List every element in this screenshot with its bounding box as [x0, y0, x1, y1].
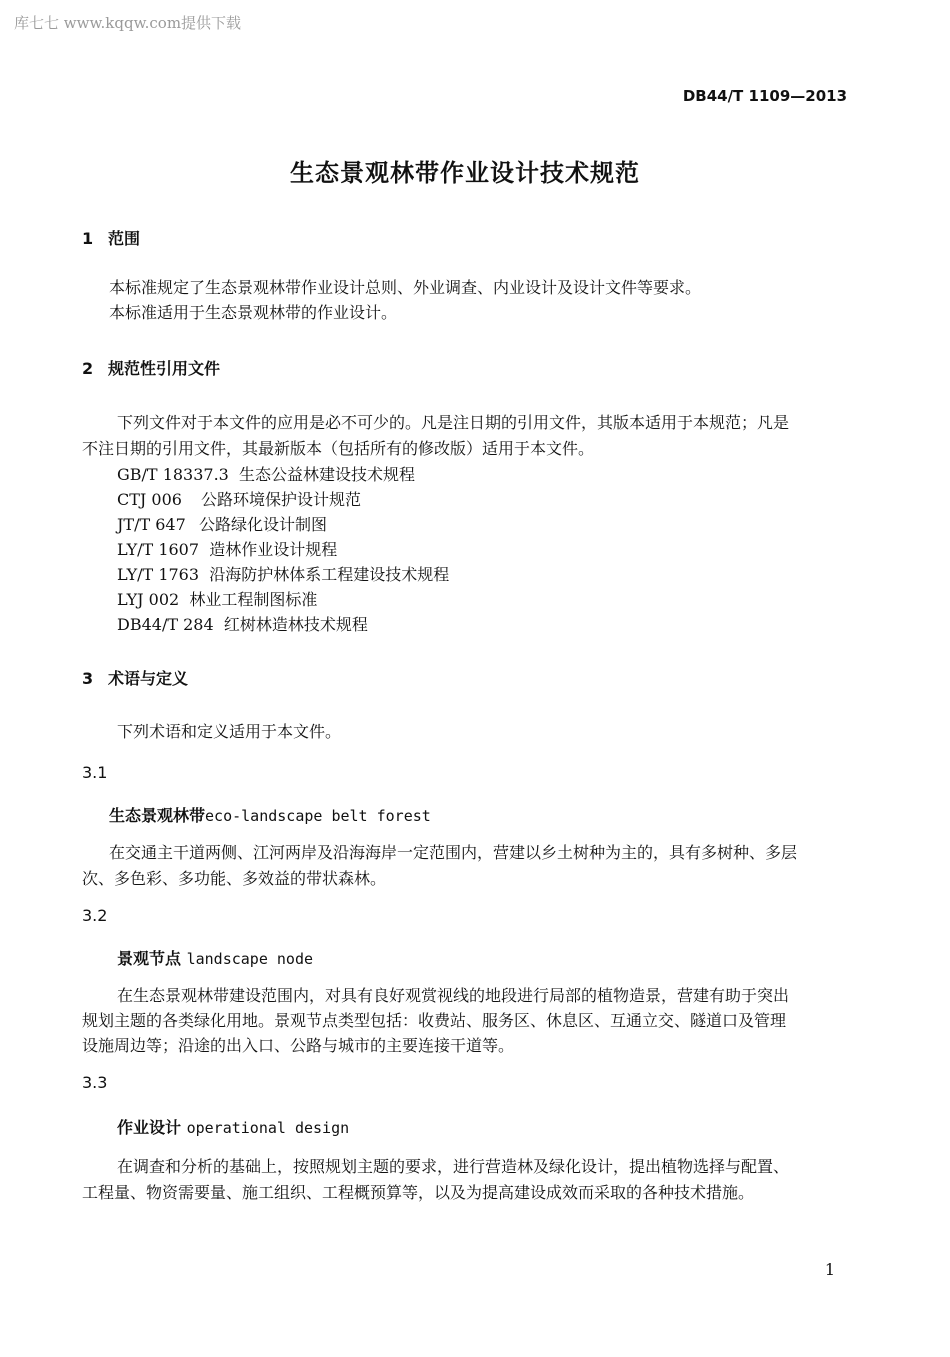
section-title: 术语与定义	[108, 669, 189, 688]
definition-line: 设施周边等；沿途的出入口、公路与城市的主要连接干道等。	[82, 1036, 515, 1055]
term-heading	[109, 803, 431, 826]
reference-name: 造林作业设计规程	[209, 540, 338, 559]
definition-line: 工程量、物资需要量、施工组织、工程概预算等，以及为提高建设成效而采取的各种技术措施。	[82, 1183, 755, 1202]
reference-item	[117, 612, 368, 635]
term-en: eco-landscape belt forest	[205, 807, 431, 825]
reference-code: LY/T 1607	[117, 540, 200, 559]
term-zh: 生态景观林带	[109, 806, 206, 825]
subsection-number: 3.2	[82, 906, 108, 925]
paragraph: 本标准适用于生态景观林带的作业设计。	[109, 303, 398, 322]
term-zh: 景观节点	[117, 949, 182, 968]
paragraph: 本标准规定了生态景观林带作业设计总则、外业调查、内业设计及设计文件等要求。	[109, 278, 702, 297]
reference-name: 沿海防护林体系工程建设技术规程	[209, 565, 450, 584]
subsection-number: 3.1	[82, 763, 108, 782]
reference-code: JT/T 647	[117, 515, 186, 534]
subsection-number: 3.3	[82, 1073, 108, 1092]
reference-code: GB/T 18337.3	[117, 465, 229, 484]
document-title: 生态景观林带作业设计技术规范	[290, 159, 640, 187]
reference-code: DB44/T 284	[117, 615, 214, 634]
reference-code: LYJ 002	[117, 590, 180, 609]
paragraph-line: 下列文件对于本文件的应用是必不可少的。凡是注日期的引用文件，其版本适用于本规范；凡是	[117, 413, 790, 432]
reference-name: 公路环境保护设计规范	[201, 490, 362, 509]
section-number: 3	[82, 669, 94, 688]
reference-name: 生态公益林建设技术规程	[239, 465, 416, 484]
reference-item	[117, 462, 415, 485]
paragraph: 下列术语和定义适用于本文件。	[117, 722, 342, 741]
definition-line: 在调查和分析的基础上，按照规划主题的要求，进行营造林及绿化设计，提出植物选择与配置、	[117, 1157, 790, 1176]
section-1-heading	[82, 226, 140, 249]
section-title: 范围	[108, 229, 141, 248]
section-2-heading	[82, 356, 220, 379]
definition-line: 在生态景观林带建设范围内，对具有良好观赏视线的地段进行局部的植物造景，营建有助于突出	[117, 986, 790, 1005]
term-en: operational design	[186, 1119, 350, 1137]
reference-item	[117, 537, 337, 560]
section-3-heading	[82, 666, 188, 689]
reference-name: 林业工程制图标准	[189, 590, 318, 609]
reference-name: 红树林造林技术规程	[223, 615, 368, 634]
reference-item	[117, 512, 327, 535]
reference-code: LY/T 1763	[117, 565, 200, 584]
term-heading	[117, 1115, 349, 1138]
reference-item	[117, 562, 449, 585]
definition-line: 次、多色彩、多功能、多效益的带状森林。	[82, 869, 387, 888]
standard-number: DB44/T 1109—2013	[682, 87, 847, 105]
section-number: 1	[82, 229, 94, 248]
paragraph-line: 不注日期的引用文件，其最新版本（包括所有的修改版）适用于本文件。	[82, 439, 595, 458]
page-number: 1	[824, 1260, 835, 1279]
definition-line: 在交通主干道两侧、江河两岸及沿海海岸一定范围内，营建以乡土树种为主的，具有多树种、多层	[109, 843, 798, 862]
section-title: 规范性引用文件	[108, 359, 221, 378]
reference-item	[117, 587, 317, 610]
definition-line: 规划主题的各类绿化用地。景观节点类型包括：收费站、服务区、休息区、互通立交、隧道口及管理	[82, 1011, 787, 1030]
section-number: 2	[82, 359, 94, 378]
term-zh: 作业设计	[117, 1118, 182, 1137]
term-en: landscape node	[186, 950, 314, 968]
term-heading	[117, 946, 313, 969]
watermark-text: 库七七 www.kqqw.com提供下载	[14, 14, 242, 32]
reference-name: 公路绿化设计制图	[199, 515, 328, 534]
reference-code: CTJ 006	[117, 490, 182, 509]
reference-item	[117, 487, 361, 510]
